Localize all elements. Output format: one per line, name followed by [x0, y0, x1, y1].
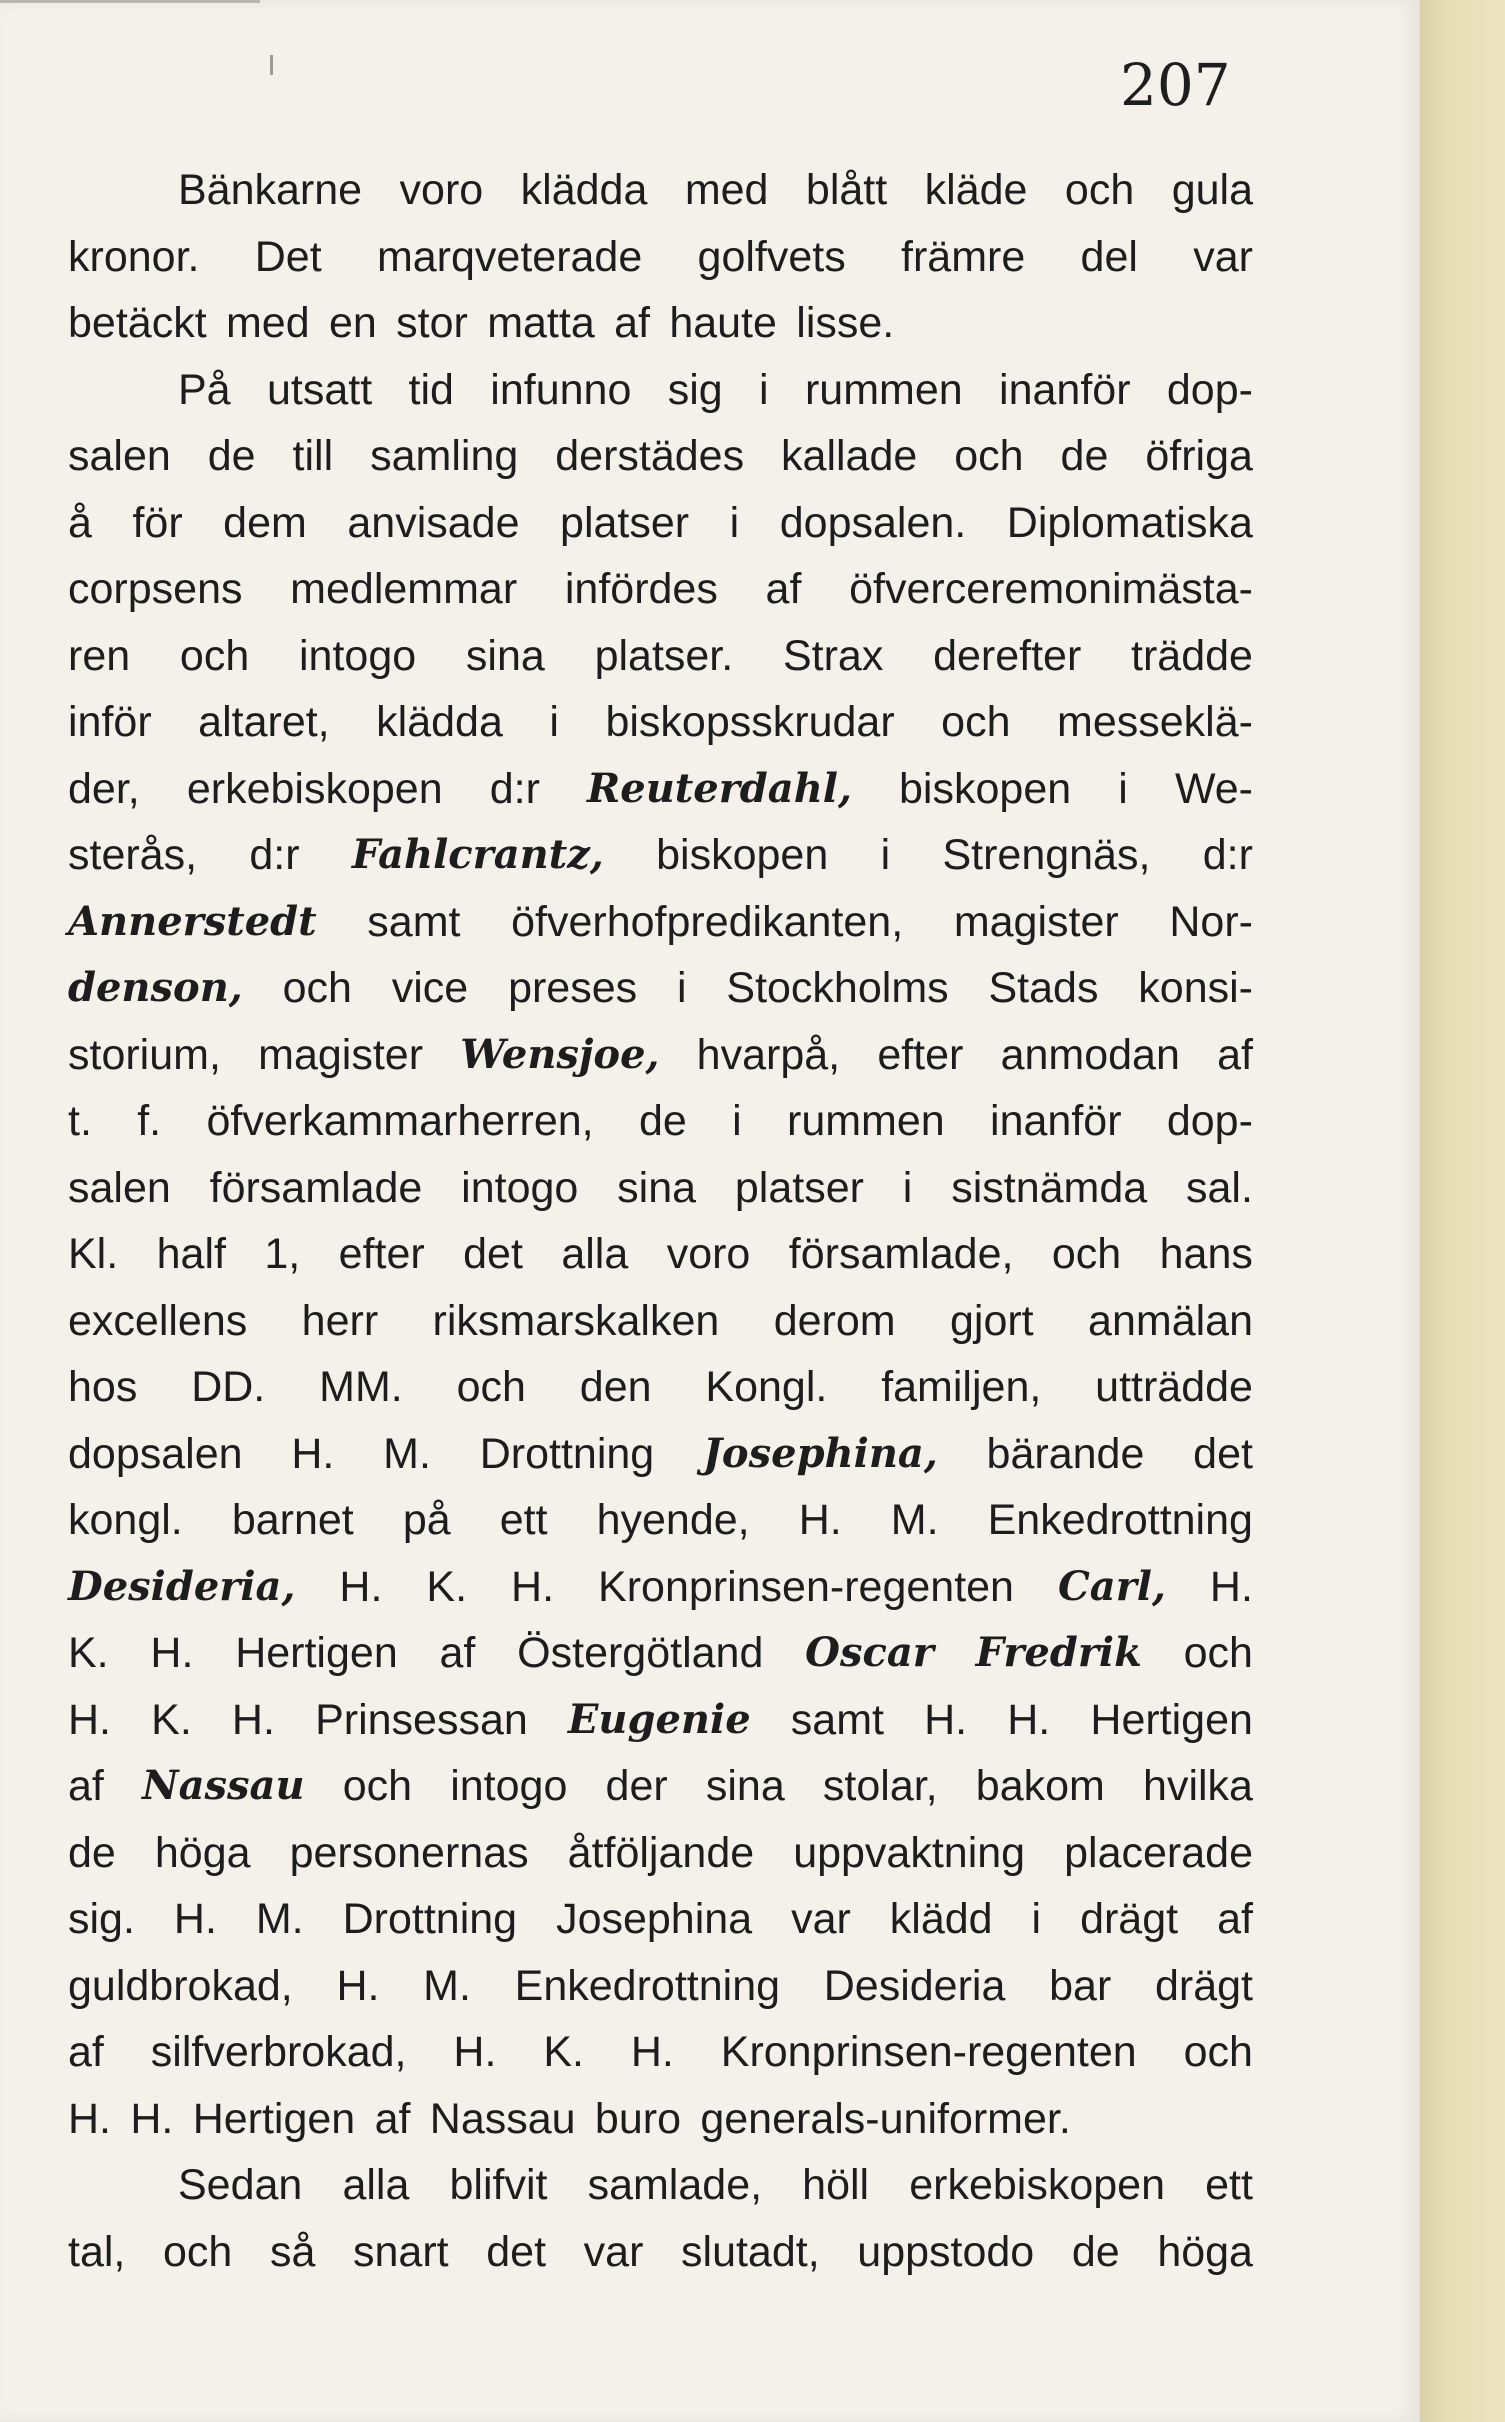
word: en: [328, 299, 377, 347]
word: sig.: [68, 1895, 135, 1943]
word: d:r: [249, 831, 300, 879]
word: f.: [137, 1097, 162, 1145]
word: intogo: [461, 1163, 579, 1212]
italic-name: Reuterdahl,: [587, 764, 852, 812]
italic-name: Oscar: [805, 1629, 934, 1676]
word: af: [68, 2028, 104, 2076]
text-line: [68, 2019, 1253, 2086]
word: alla: [342, 2161, 410, 2209]
word: inför: [68, 698, 152, 746]
word: främre: [901, 232, 1026, 281]
word: infunno: [490, 365, 632, 414]
word: med: [225, 299, 310, 347]
word: del: [1080, 232, 1138, 281]
word: det: [486, 2227, 547, 2276]
text-line: [68, 2086, 1253, 2153]
word: platser: [734, 1163, 864, 1212]
word: församlade: [209, 1163, 423, 1212]
word: och: [282, 964, 352, 1012]
word: dem: [223, 498, 307, 547]
word: klädda: [520, 166, 648, 214]
word: af: [68, 1762, 104, 1810]
word: På: [178, 365, 231, 414]
word: personernas: [289, 1828, 529, 1877]
word: var: [583, 2227, 644, 2276]
text-line: [68, 423, 1253, 490]
word: Desideria: [823, 1961, 1006, 2010]
word: öfverkammarherren,: [206, 1097, 594, 1145]
word: salen: [68, 1163, 171, 1212]
word: Enkedrottning: [514, 1961, 781, 2010]
word: DD.: [191, 1363, 266, 1411]
word: Kongl.: [705, 1363, 828, 1411]
word: Hertigen: [235, 1629, 398, 1677]
word: dop-: [1166, 365, 1253, 414]
word: der: [605, 1762, 668, 1810]
word: i: [902, 1163, 913, 1212]
word: klädd: [889, 1895, 993, 1943]
word: erkebiskopen: [186, 764, 443, 813]
word: biskopen: [656, 831, 829, 879]
top-edge-rule: [0, 0, 260, 3]
word: We-: [1174, 764, 1253, 813]
word: M.: [383, 1429, 431, 1478]
word: blått: [805, 166, 888, 214]
word: i: [549, 698, 559, 746]
word: haute: [669, 299, 777, 347]
word: i: [759, 365, 769, 414]
word: så: [269, 2227, 316, 2276]
word: Hertigen: [192, 2094, 356, 2143]
word: salen: [68, 432, 171, 480]
word: bakom: [975, 1762, 1105, 1810]
word: sistnämda: [951, 1163, 1148, 1212]
word: magister: [258, 1030, 424, 1079]
word: sina: [465, 631, 545, 680]
word: guldbrokad,: [68, 1961, 293, 2010]
word: herr: [301, 1296, 379, 1345]
word: Drottning: [479, 1429, 655, 1478]
word: hyende,: [596, 1496, 750, 1544]
italic-name: Josephina,: [703, 1429, 938, 1477]
word: drägt: [1080, 1895, 1179, 1943]
text-line: [68, 1554, 1253, 1621]
word: magister: [953, 897, 1119, 946]
text-line: [68, 689, 1253, 756]
word: var: [1193, 232, 1253, 281]
text-line: [68, 756, 1253, 823]
text-line: [68, 157, 1253, 224]
word: och: [954, 432, 1024, 480]
word: rummen: [787, 1097, 945, 1145]
word: kallade: [781, 432, 918, 480]
word: de: [638, 1097, 687, 1145]
word: buro: [594, 2094, 681, 2143]
adjacent-page-edge: [1420, 0, 1505, 2422]
word: H.: [336, 1961, 380, 2010]
word: infördes: [564, 565, 718, 613]
word: placerade: [1064, 1828, 1253, 1877]
word: H.: [511, 1562, 555, 1611]
word: kläde: [924, 166, 1028, 214]
word: H.: [291, 1429, 335, 1478]
word: drägt: [1154, 1961, 1253, 2010]
word: MM.: [319, 1363, 403, 1411]
word: af: [439, 1629, 476, 1677]
word: med: [684, 166, 769, 214]
word: inanför: [999, 365, 1131, 414]
word: samt: [790, 1695, 884, 1744]
word: kongl.: [68, 1496, 183, 1544]
word: bärande: [986, 1429, 1145, 1478]
word: inanför: [990, 1097, 1122, 1145]
word: storium,: [68, 1030, 221, 1079]
text-line: [68, 1022, 1253, 1089]
word: matta: [487, 299, 595, 347]
word: och: [456, 1363, 526, 1411]
word: Kronprinsen-regenten: [720, 2028, 1137, 2076]
word: öfverceremonimästa-: [849, 565, 1253, 613]
body-text: [68, 157, 1253, 2285]
word: sal.: [1186, 1163, 1253, 1212]
text-line: [68, 1221, 1253, 1288]
word: åtföljande: [567, 1828, 755, 1877]
word: af: [374, 2094, 411, 2143]
word: till: [292, 432, 334, 480]
word: altaret,: [198, 698, 330, 746]
word: och: [941, 698, 1011, 746]
text-line: [68, 2152, 1253, 2219]
word: intogo: [299, 631, 417, 680]
word: i: [1031, 1895, 1042, 1943]
word: Sedan: [178, 2161, 303, 2209]
italic-name: Carl,: [1057, 1562, 1166, 1610]
word: gjort: [949, 1296, 1034, 1345]
word: erkebiskopen: [909, 2161, 1165, 2209]
word: hvilka: [1143, 1762, 1253, 1810]
word: barnet: [231, 1496, 354, 1544]
text-line: [68, 623, 1253, 690]
word: H.: [924, 1695, 968, 1744]
word: voro: [666, 1230, 751, 1278]
word: var: [791, 1895, 851, 1943]
word: rummen: [804, 365, 963, 414]
word: samlade,: [587, 2161, 763, 2209]
text-line: [68, 955, 1253, 1022]
word: hans: [1159, 1230, 1253, 1278]
word: H.: [231, 1695, 275, 1744]
word: tal,: [68, 2227, 126, 2276]
word: snart: [353, 2227, 449, 2276]
word: och: [1183, 1629, 1253, 1677]
word: det: [1193, 1429, 1253, 1478]
text-line: [68, 490, 1253, 557]
word: i: [732, 1097, 742, 1145]
word: af: [765, 565, 802, 613]
word: Prinsessan: [315, 1695, 528, 1744]
word: dopsalen.: [779, 498, 967, 547]
word: K.: [426, 1562, 468, 1611]
word: Strax: [782, 631, 884, 680]
word: H.: [68, 2094, 111, 2143]
word: Bänkarne: [178, 166, 363, 214]
word: H.: [68, 1695, 111, 1744]
word: gula: [1171, 166, 1253, 214]
word: i: [676, 964, 687, 1012]
word: K.: [68, 1629, 109, 1677]
word: der,: [68, 764, 140, 813]
scan-mark: [270, 55, 273, 75]
text-line: [68, 1288, 1253, 1355]
word: biskopen: [899, 764, 1072, 813]
word: biskopsskrudar: [605, 698, 895, 746]
word: hos: [68, 1363, 138, 1411]
word: H.: [453, 2028, 497, 2076]
word: Nor-: [1169, 897, 1253, 946]
word: ren: [68, 631, 131, 680]
word: sterås,: [68, 831, 198, 879]
italic-name: Desideria,: [68, 1562, 296, 1610]
word: och: [1051, 1230, 1122, 1278]
word: Stads: [988, 964, 1099, 1012]
word: H.: [130, 2094, 174, 2143]
word: och: [1064, 166, 1135, 214]
italic-name: Fredrik: [975, 1629, 1142, 1676]
word: platser: [560, 498, 690, 547]
word: K.: [151, 1695, 192, 1744]
word: stolar,: [822, 1762, 938, 1810]
text-line: [68, 1886, 1253, 1953]
word: för: [132, 498, 183, 547]
italic-name: Fahlcrantz,: [351, 831, 604, 878]
word: ett: [499, 1496, 548, 1544]
word: tid: [408, 365, 454, 414]
text-line: [68, 1088, 1253, 1155]
word: intogo: [450, 1762, 568, 1810]
word: t.: [68, 1097, 92, 1145]
word: Kronprinsen-regenten: [598, 1562, 1014, 1611]
word: excellens: [68, 1296, 248, 1345]
word: Stockholms: [726, 964, 949, 1012]
word: Drottning: [342, 1895, 518, 1943]
word: platser.: [594, 631, 734, 680]
word: H.: [173, 1895, 217, 1943]
word: d:r: [489, 764, 540, 813]
word: M.: [423, 1961, 471, 2010]
word: H.: [1007, 1695, 1051, 1744]
text-line: [68, 2219, 1253, 2286]
word: preses: [508, 964, 638, 1012]
word: medlemmar: [290, 565, 518, 613]
word: i: [729, 498, 740, 547]
word: messeklä-: [1057, 698, 1253, 746]
word: familjen,: [881, 1363, 1042, 1411]
word: voro: [399, 166, 484, 214]
word: H.: [1209, 1562, 1253, 1611]
word: de: [1060, 432, 1109, 480]
word: half: [156, 1230, 226, 1278]
word: uppstodo: [857, 2227, 1035, 2276]
word: M.: [890, 1496, 939, 1544]
word: det: [463, 1230, 523, 1278]
word: marqveterade: [376, 232, 643, 281]
italic-name: Eugenie: [567, 1695, 751, 1743]
text-line: [68, 1421, 1253, 1488]
word: kronor.: [68, 232, 200, 281]
word: blifvit: [449, 2161, 548, 2209]
word: anvisade: [347, 498, 520, 547]
word: K.: [543, 2028, 584, 2076]
word: i: [1118, 764, 1128, 813]
word: och: [342, 1762, 413, 1810]
word: trädde: [1131, 631, 1253, 680]
word: H.: [150, 1629, 194, 1677]
text-line: [68, 290, 1253, 357]
word: Diplomatiska: [1006, 498, 1253, 547]
word: Enkedrottning: [987, 1496, 1253, 1544]
word: Hertigen: [1090, 1695, 1253, 1744]
word: derstädes: [555, 432, 745, 480]
word: derom: [773, 1296, 896, 1345]
word: af: [614, 299, 650, 347]
word: Det: [254, 232, 322, 281]
word: å: [68, 498, 92, 547]
word: hvarpå,: [696, 1030, 841, 1079]
word: vice: [391, 964, 469, 1012]
word: sina: [617, 1163, 697, 1212]
word: och: [1183, 2028, 1253, 2076]
word: silfverbrokad,: [150, 2028, 407, 2076]
word: samling: [370, 432, 519, 480]
page-number: 207: [1120, 51, 1231, 119]
text-line: [68, 224, 1253, 291]
text-line: [68, 889, 1253, 956]
word: H.: [798, 1496, 842, 1544]
word: öfverhofpredikanten,: [511, 897, 904, 946]
word: på: [402, 1496, 451, 1544]
text-line: [68, 1155, 1253, 1222]
word: anmälan: [1088, 1296, 1253, 1345]
word: betäckt: [68, 299, 207, 347]
word: Nassau: [429, 2094, 576, 2143]
word: och: [179, 631, 250, 680]
word: och: [163, 2227, 233, 2276]
word: Josephina: [556, 1895, 753, 1943]
word: den: [579, 1363, 652, 1411]
word: lisse.: [796, 299, 895, 347]
word: de: [207, 432, 256, 480]
word: stor: [396, 299, 468, 347]
text-line: [68, 1753, 1253, 1820]
word: H.: [339, 1562, 383, 1611]
word: de: [68, 1828, 116, 1877]
text-line: [68, 357, 1253, 424]
word: dopsalen: [68, 1429, 243, 1478]
word: golfvets: [697, 232, 846, 281]
text-line: [68, 556, 1253, 623]
word: uppvaktning: [793, 1828, 1026, 1877]
word: ett: [1205, 2161, 1253, 2209]
word: öfriga: [1145, 432, 1253, 480]
italic-name: Wensjoe,: [460, 1030, 660, 1078]
word: alla: [561, 1230, 629, 1278]
text-line: [68, 1487, 1253, 1554]
word: Östergötland: [517, 1629, 764, 1677]
italic-name: denson,: [68, 964, 243, 1011]
word: höga: [1157, 2227, 1253, 2276]
text-line: [68, 1820, 1253, 1887]
word: i: [880, 831, 891, 879]
word: d:r: [1202, 831, 1253, 879]
word: klädda: [376, 698, 503, 746]
word: utsatt: [266, 365, 373, 414]
italic-name: Nassau: [142, 1762, 305, 1809]
word: utträdde: [1095, 1363, 1253, 1411]
word: corpsens: [68, 565, 243, 613]
text-line: [68, 1354, 1253, 1421]
word: anmodan: [1000, 1030, 1180, 1079]
word: riksmarskalken: [432, 1296, 720, 1345]
word: Strengnäs,: [942, 831, 1151, 879]
word: de: [1071, 2227, 1120, 2276]
text-line: [68, 822, 1253, 889]
text-line: [68, 1620, 1253, 1687]
word: sig: [667, 365, 723, 414]
word: höll: [802, 2161, 870, 2209]
word: samt: [367, 897, 461, 946]
word: dop-: [1166, 1097, 1253, 1145]
word: bar: [1049, 1961, 1112, 2010]
word: M.: [255, 1895, 304, 1943]
word: af: [1217, 1030, 1253, 1079]
word: H.: [630, 2028, 674, 2076]
word: konsi-: [1138, 964, 1253, 1012]
word: höga: [154, 1828, 251, 1877]
word: 1,: [264, 1230, 301, 1278]
text-line: [68, 1687, 1253, 1754]
word: slutadt,: [681, 2227, 820, 2276]
text-line: [68, 1953, 1253, 2020]
word: af: [1217, 1895, 1253, 1943]
italic-name: Annerstedt: [68, 897, 317, 945]
word: efter: [338, 1230, 425, 1278]
word: församlade,: [788, 1230, 1014, 1278]
word: generals-uniformer.: [700, 2094, 1071, 2143]
word: efter: [877, 1030, 964, 1079]
word: Kl.: [68, 1230, 119, 1278]
word: sina: [705, 1762, 785, 1810]
word: derefter: [933, 631, 1082, 680]
